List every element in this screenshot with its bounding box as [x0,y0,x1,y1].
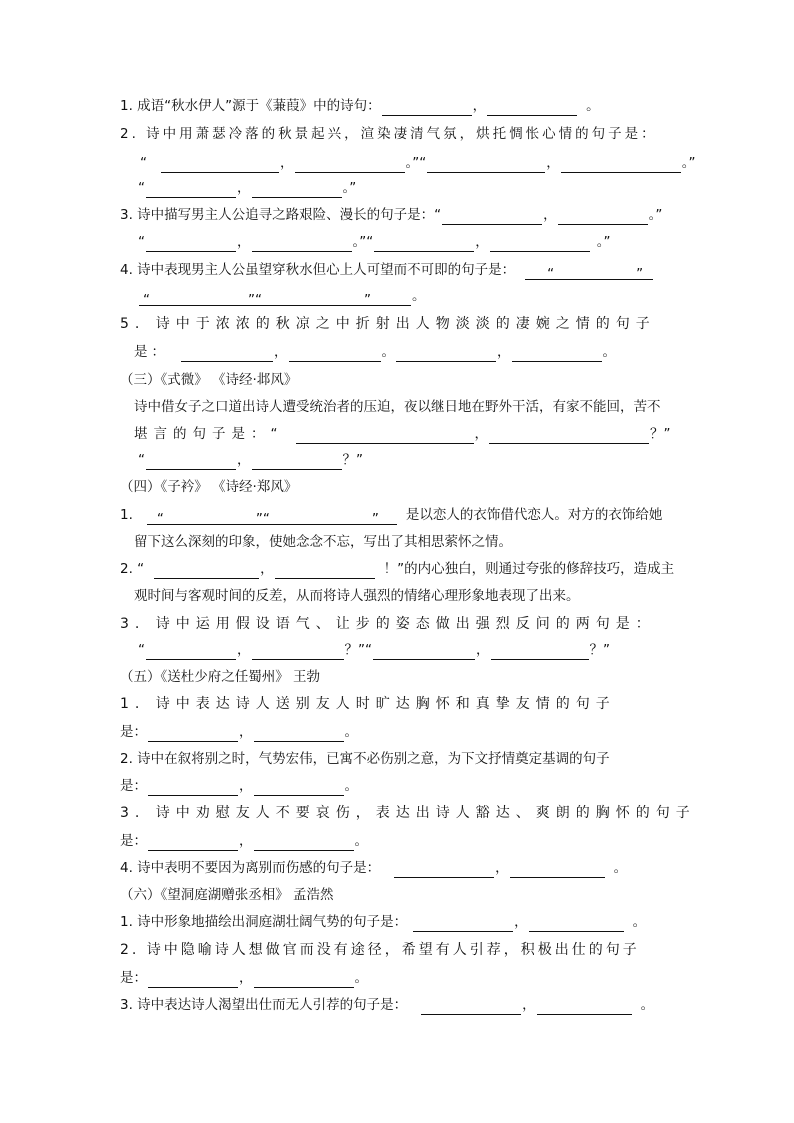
quote: ？” [342,452,363,468]
item-1-text: 1. 诗中形象地描绘出洞庭湖壮阔气势的句子是： [120,914,408,930]
label: 是： [120,970,147,986]
blank[interactable] [146,182,236,198]
section-5-item-2-answer [120,776,358,796]
q2-text: 2. 诗中用萧瑟冷落的秋景起兴，渲染凄清气氛，烘托惆怅心情的句子是： [120,126,658,142]
q5-text: 5. 诗中于浓浓的秋凉之中折射出人物淡淡的凄婉之情的句子 [120,316,656,332]
item-3-text: 3. 诗中表达诗人渴望出仕而无人引荐的句子是： [120,997,408,1013]
section-4-item-2 [120,559,674,579]
section-5-item-1-answer [120,722,358,742]
quote: ？” [589,642,610,658]
blank[interactable] [529,916,624,932]
comma: ， [239,970,253,986]
question-5 [120,314,656,334]
question-4 [120,260,654,280]
blank[interactable] [487,100,577,116]
quote: “ [140,155,147,171]
section-4-item-3-answer [138,640,610,660]
quote: “ [143,292,150,308]
comma: ， [474,426,488,442]
section-6-item-1 [120,912,646,932]
quote: 。” [342,180,357,196]
section-3-prompt: 诗中借女子之口道出诗人遭受统治者的压迫，夜以继日地在野外干活，有家不能回，苦不 [134,399,661,415]
blank[interactable] [139,290,411,306]
quote: “ [156,511,164,527]
section-3-prompt-line-2 [134,424,671,444]
comma: ， [239,724,253,740]
blank[interactable] [154,563,259,579]
blank[interactable] [252,454,342,470]
item-2-text: ！”的内心独白，则通过夸张的修辞技巧，造成主 [383,561,675,577]
blank[interactable] [148,726,238,742]
blank[interactable] [254,972,354,988]
blank[interactable] [295,157,405,173]
prompt-end: 堪言的句子是：“ [134,426,284,442]
blank[interactable] [394,862,494,878]
blank[interactable] [413,916,513,932]
blank[interactable] [146,236,236,252]
blank[interactable] [148,972,238,988]
question-2-answer-line-2 [138,178,356,198]
blank[interactable] [148,835,238,851]
section-4-item-1-cont: 留下这么深刻的印象，使她念念不忘，写出了其相思萦怀之情。 [134,534,512,550]
quote: ”“ [248,292,262,308]
comma: ， [274,344,288,360]
quote: “ [138,234,145,250]
comma: ， [237,642,251,658]
period: 。 [354,833,368,849]
blank[interactable] [561,157,681,173]
blank[interactable] [512,346,602,362]
blank[interactable] [146,644,236,660]
quote: “ [138,180,145,196]
quote: 。” [648,207,663,223]
quote: ” [371,511,379,527]
blank[interactable] [146,454,236,470]
comma: ， [237,452,251,468]
question-4-answer-line [138,286,426,306]
quote: “ [138,452,145,468]
comma: ， [476,642,490,658]
blank[interactable] [254,835,354,851]
comma: ， [546,155,560,171]
section-4-item-3: 3. 诗中运用假设语气、让步的姿态做出强烈反问的两句是： [120,616,656,632]
section-6-item-3 [120,995,654,1015]
section-5-item-1: 1. 诗中表达诗人送别友人时旷达胸怀和真挚友情的句子 [120,696,616,712]
section-5-item-3-answer [120,831,368,851]
quote: 。” [596,234,611,250]
number: 2. “ [120,561,145,577]
period: 。 [586,98,600,114]
period: 。 [613,860,628,876]
question-2 [120,124,658,144]
blank[interactable] [254,726,344,742]
period: 。 [632,914,647,930]
comma: ， [522,997,536,1013]
section-5-item-3: 3. 诗中劝慰友人不要哀伤，表达出诗人豁达、爽朗的胸怀的句子 [120,805,696,821]
quote: “ [138,642,145,658]
comma: ， [237,234,251,250]
item-1-text: 是以恋人的衣饰借代恋人。对方的衣饰给她 [405,507,663,523]
period: 。 [381,344,395,360]
quote: ” [364,292,371,308]
comma: ， [260,561,274,577]
blank[interactable] [373,644,475,660]
q1-text: 1. 成语“秋水伊人”源于《蒹葭》中的诗句： [120,98,381,114]
blank[interactable] [161,157,279,173]
blank[interactable] [427,157,545,173]
blank[interactable] [254,780,344,796]
comma: ， [472,98,487,114]
blank[interactable] [510,862,605,878]
comma: ， [543,207,557,223]
quote: 。”“ [405,155,427,171]
section-3-answer-line [138,450,363,470]
blank[interactable] [275,563,375,579]
blank[interactable] [148,780,238,796]
question-1 [120,96,600,116]
question-3-answer-line [138,232,611,252]
section-3-title: （三）《式微》 《诗经·邶风》 [120,372,298,388]
blank[interactable] [490,236,590,252]
period: 。 [412,288,426,304]
blank[interactable] [252,236,352,252]
blank[interactable] [382,100,472,116]
quote: ” [636,266,644,282]
blank[interactable] [296,428,474,444]
comma: ， [497,344,511,360]
blank[interactable] [558,209,648,225]
quote: ？”“ [344,642,372,658]
blank[interactable] [489,428,649,444]
quote: 。”“ [352,234,374,250]
section-5-item-2: 2. 诗中在叙将别之时，气势宏伟，已寓不必伤别之意，为下文抒情奠定基调的句子 [120,751,610,767]
label: 是： [120,833,147,849]
question-3 [120,205,662,225]
blank[interactable] [537,999,632,1015]
period: 。 [344,778,358,794]
period: 。 [354,970,368,986]
quote: ”“ [255,511,270,527]
number: 1. [120,507,133,523]
section-6-item-2: 2. 诗中隐喻诗人想做官而没有途径，希望有人引荐，积极出仕的句子 [120,942,640,958]
blank[interactable] [491,644,589,660]
comma: ， [239,833,253,849]
period: 。 [640,997,655,1013]
blank[interactable] [525,264,653,280]
quote: ？” [650,426,671,442]
comma: ， [239,778,253,794]
blank[interactable] [147,509,397,525]
question-2-answer-line-1 [140,153,696,173]
item-4-text: 4. 诗中表明不要因为离别而伤感的句子是： [120,860,381,876]
q3-text: 3. 诗中描写男主人公追寻之路艰险、漫长的句子是：“ [120,207,442,223]
comma: ， [495,860,509,876]
period: 。 [344,724,358,740]
period: 。 [602,344,616,360]
label: 是： [120,724,147,740]
comma: ， [475,234,489,250]
blank[interactable] [421,999,521,1015]
comma: ， [280,155,294,171]
blank[interactable] [252,182,342,198]
quote: 。” [681,155,696,171]
quote: “ [547,266,555,282]
comma: ， [237,180,251,196]
q4-text: 4. 诗中表现男主人公虽望穿秋水但心上人可望而不可即的句子是： [120,262,516,278]
section-4-item-1 [120,505,662,525]
question-5-answer-line [134,342,616,362]
section-6-title: （六）《望洞庭湖赠张丞相》 孟浩然 [120,887,334,903]
label: 是： [134,344,169,360]
blank[interactable] [396,346,496,362]
blank[interactable] [181,346,273,362]
section-6-item-2-answer [120,968,368,988]
section-4-item-2-cont: 观时间与客观时间的反差，从而将诗人强烈的情绪心理形象地表现了出来。 [134,588,580,604]
section-5-title: （五）《送杜少府之任蜀州》 王勃 [120,669,321,685]
label: 是： [120,778,147,794]
blank[interactable] [252,644,344,660]
section-4-title: （四）《子衿》 《诗经·郑风》 [120,479,298,495]
blank[interactable] [374,236,474,252]
blank[interactable] [442,209,542,225]
blank[interactable] [289,346,381,362]
comma: ， [514,914,528,930]
section-5-item-4 [120,858,627,878]
